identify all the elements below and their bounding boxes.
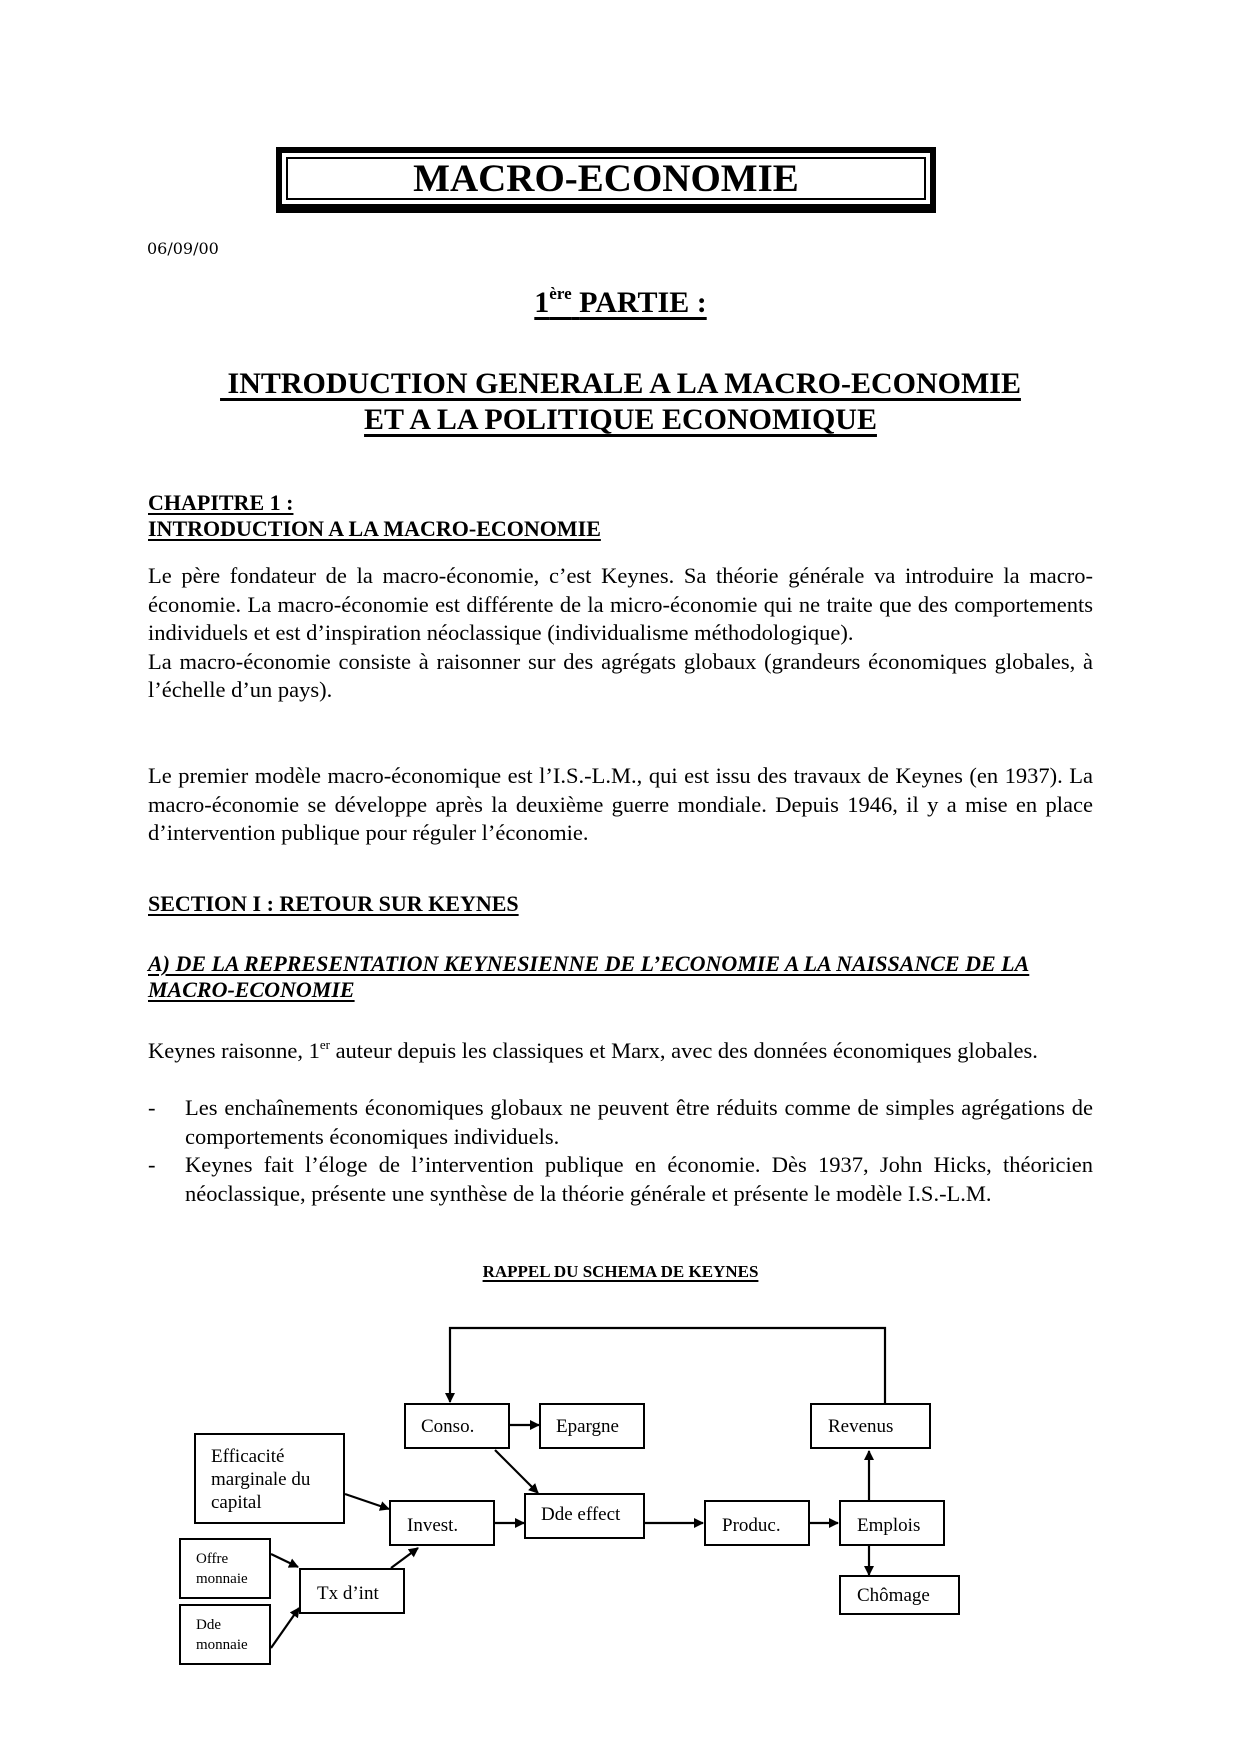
chapter-title: INTRODUCTION A LA MACRO-ECONOMIE	[148, 516, 601, 541]
node-offre-monnaie: Offre monnaie	[179, 1538, 271, 1599]
part-number: 1	[534, 286, 550, 319]
document-date: 06/09/00	[147, 239, 219, 258]
node-produc: Produc.	[704, 1500, 810, 1546]
bullet-item: - Keynes fait l’éloge de l’intervention publique en économie. Dès 1937, John Hicks, théoricien néoclassique, présente une synthèse de la théorie générale et présente le modèle I.S.-L.M.	[148, 1152, 1093, 1206]
part-title-line1: INTRODUCTION GENERALE A LA MACRO-ECONOMIE	[220, 367, 1021, 400]
node-invest: Invest.	[389, 1500, 495, 1546]
node-revenus: Revenus	[810, 1403, 931, 1449]
section-heading: SECTION I : RETOUR SUR KEYNES	[148, 891, 519, 916]
node-chomage: Chômage	[839, 1575, 960, 1615]
paragraph: Le premier modèle macro-économique est l’I.S.-L.M., qui est issu des travaux de Keynes (en 1937). La macro-économie se développe après la deuxième guerre mondiale. Depuis 1946, il y a mise en place d’intervention publique pour réguler l’économie.	[148, 763, 1093, 845]
bullet-item: - Les enchaînements économiques globaux ne peuvent être réduits comme de simples agrégations de comportements économiques individuels.	[148, 1095, 1093, 1149]
node-dde-monnaie: Dde monnaie	[179, 1604, 271, 1665]
paragraph: Le père fondateur de la macro-économie, c’est Keynes. Sa théorie générale va introduire la macro-économie. La macro-économie est différente de la micro-économie qui ne traite que des comportements individuels et est d’inspiration néoclassique (individualisme méthodologique).	[148, 563, 1093, 645]
paragraph: La macro-économie consiste à raisonner sur des agrégats globaux (grandeurs économiques globales, à l’échelle d’un pays).	[148, 648, 1093, 702]
node-conso: Conso.	[404, 1403, 510, 1449]
subsection-heading: A) DE LA REPRESENTATION KEYNESIENNE DE L’ECONOMIE A LA NAISSANCE DE LA MACRO-ECONOMIE	[148, 951, 1030, 1002]
node-emplois: Emplois	[839, 1500, 945, 1546]
chapter-label: CHAPITRE 1 :	[148, 490, 294, 515]
part-label: PARTIE :	[579, 286, 707, 319]
schema-title: RAPPEL DU SCHEMA DE KEYNES	[482, 1262, 759, 1281]
node-tx-int: Tx d’int	[299, 1568, 405, 1614]
node-dde-effect: Dde effect	[524, 1493, 645, 1539]
node-efficacite-marginale: Efficacité marginale du capital	[194, 1433, 345, 1524]
document-title: MACRO-ECONOMIE	[413, 157, 799, 200]
node-epargne: Epargne	[539, 1403, 645, 1449]
paragraph-keynes: Keynes raisonne, 1er auteur depuis les classiques et Marx, avec des données économiques globales.	[148, 1037, 1038, 1063]
part-number-superscript: ère	[549, 284, 572, 303]
part-title-line2: ET A LA POLITIQUE ECONOMIQUE	[364, 403, 877, 436]
